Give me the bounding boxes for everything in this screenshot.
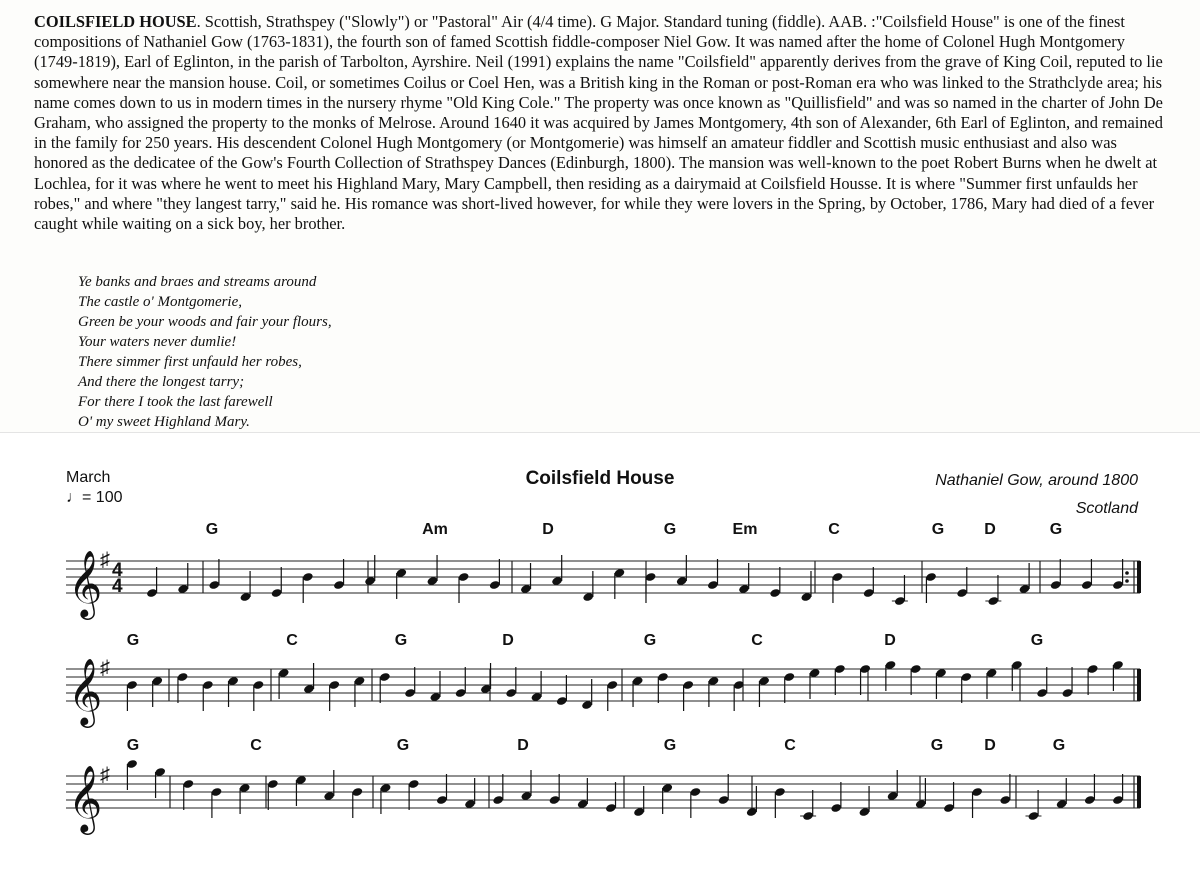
chord-symbol: C — [250, 737, 262, 754]
repeat-dot — [1125, 579, 1129, 583]
chord-symbol: G — [205, 521, 219, 538]
chord-symbol: D — [542, 521, 554, 538]
chord-symbol: G — [396, 737, 410, 754]
chord-symbol: D — [984, 521, 996, 538]
composer-credit: Nathaniel Gow, around 1800 — [935, 472, 1138, 489]
description-text: . Scottish, Strathspey ("Slowly") or "Pastoral" Air (4/4 time). G Major. Standard tuning (fiddle). AAB. :"Coilsfield House" is one of the finest compositions of Nathaniel Gow (1763-1831), the fourth son of famed Scottish fiddle-composer Niel Gow. It was named after the home of Colonel Hugh Montgomery (1749-1819), Earl of Eglinton, in the parish of Tarbolton, Ayrshire. Neil (1991) explains the name "Coilsfield" apparently derives from the grave of King Coil, reputed to lie somewhere near the mansion house. Coil, or sometimes Coilus or Coel Hen, was a British king in the Roman or post-Roman era who was linked to the Strathclyde area; his name comes down to us in modern times in the nursery rhyme "Old King Cole." The property was once known as "Quillisfield" and was so named in the charter of John De Graham, who assigned the property to the monks of Melrose. Around 1640 it was acquired by James Montgomery, 4th son of Alexander, 6th Earl of Eglinton, and remained in the family for 250 years. His descendent Colonel Hugh Montgomery (or Montgomerie) was himself an amateur fiddler and Scottish music enthusiast and also was honored as the dedicatee of the Gow's Fourth Collection of Strathspey Dances (Edinburgh, 1800). The mansion was well-known to the poet Robert Burns when he dwelt at Lochlea, for it was where he went to meet his Highland Mary, Mary Campbell, then residing as a dairymaid at Coilsfield Housse. It is where "Summer first unfaulds her robes," and where "they langest tarry," said he. His romance was short-lived however, for while they were lovers in the Spring, by October, 1786, Mary had died of a fever caught while waiting on a sick boy, her brother. — [34, 12, 1163, 234]
time-signature-denominator: 4 — [112, 576, 123, 597]
chord-symbol: C — [828, 521, 840, 538]
chord-symbol: G — [1030, 632, 1044, 649]
style-label: March — [66, 469, 111, 486]
chord-symbol: G — [126, 632, 140, 649]
chord-symbol: G — [643, 632, 657, 649]
key-signature-sharp: ♯ — [100, 657, 110, 679]
chord-symbol: G — [931, 521, 945, 538]
chord-symbol: C — [751, 632, 763, 649]
chord-symbol: Am — [422, 521, 448, 538]
tempo-marking: ♩= 100 — [66, 489, 123, 506]
treble-clef-glyph: 𝄞 — [68, 659, 103, 724]
poem-line: O' my sweet Highland Mary. — [78, 414, 250, 430]
chord-symbol: G — [663, 737, 677, 754]
chord-symbol: C — [784, 737, 796, 754]
key-signature-sharp: ♯ — [100, 764, 110, 786]
chord-symbol: G — [930, 737, 944, 754]
poem-line: Your waters never dumlie! — [78, 334, 237, 350]
chord-symbol: D — [884, 632, 896, 649]
chord-symbol: Em — [732, 521, 758, 538]
treble-clef-glyph: 𝄞 — [68, 766, 103, 831]
key-signature-sharp: ♯ — [100, 549, 110, 571]
repeat-dot — [1125, 571, 1129, 575]
origin-label: Scotland — [1075, 500, 1138, 517]
poem-line: The castle o' Montgomerie, — [78, 294, 243, 310]
chord-symbol: G — [1052, 737, 1066, 754]
chord-symbol: C — [286, 632, 298, 649]
chord-symbol: G — [126, 737, 140, 754]
chord-symbol: D — [502, 632, 514, 649]
poem-line: There simmer first unfauld her robes, — [78, 354, 302, 370]
chord-symbol: G — [1049, 521, 1063, 538]
tune-name: COILSFIELD HOUSE — [34, 12, 197, 31]
poem-line: Ye banks and braes and streams around — [78, 274, 317, 290]
chord-symbol: D — [517, 737, 529, 754]
poem-line: And there the longest tarry; — [78, 374, 245, 390]
score-title: Coilsfield House — [525, 468, 675, 489]
poem-line: For there I took the last farewell — [78, 394, 273, 410]
time-signature-numerator: 4 — [112, 560, 123, 581]
poem-line: Green be your woods and fair your flours, — [78, 314, 332, 330]
treble-clef-glyph: 𝄞 — [68, 551, 103, 616]
chord-symbol: D — [984, 737, 996, 754]
chord-symbol: G — [394, 632, 408, 649]
chord-symbol: G — [663, 521, 677, 538]
